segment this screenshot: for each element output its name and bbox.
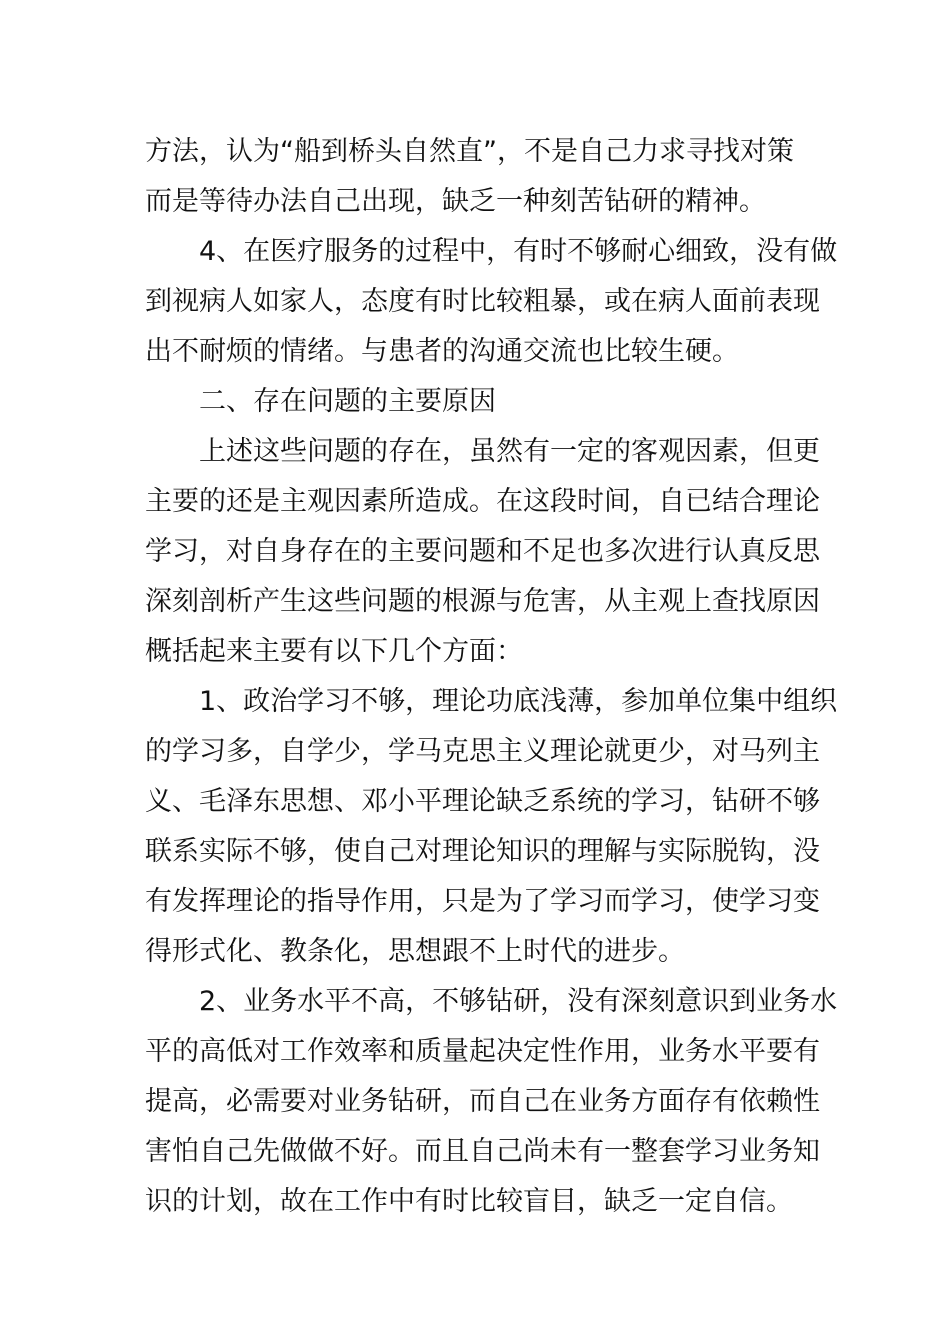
text-line: 主要的还是主观因素所造成。在这段时间，自已结合理论 (145, 486, 820, 517)
paragraph-start-line: 上述这些问题的存在，虽然有一定的客观因素，但更 (199, 436, 820, 467)
paragraph-start-line: 2、业务水平不高，不够钻研，没有深刻意识到业务水 (199, 986, 838, 1017)
text-line: 提高，必需要对业务钻研，而自己在业务方面存有依赖性 (145, 1086, 820, 1117)
paragraph-start-line: 4、在医疗服务的过程中，有时不够耐心细致，没有做 (199, 236, 838, 267)
paragraph-start-line: 1、政治学习不够，理论功底浅薄，参加单位集中组织 (199, 686, 838, 717)
text-line: 学习，对自身存在的主要问题和不足也多次进行认真反思 (145, 536, 820, 567)
text-line: 识的计划，故在工作中有时比较盲目，缺乏一定自信。 (145, 1186, 793, 1217)
text-line: 到视病人如家人，态度有时比较粗暴，或在病人面前表现 (145, 286, 820, 317)
text-line: 害怕自己先做做不好。而且自己尚未有一整套学习业务知 (145, 1136, 820, 1167)
text-line: 深刻剖析产生这些问题的根源与危害，从主观上查找原因 (145, 586, 820, 617)
text-line: 而是等待办法自己出现，缺乏一种刻苦钻研的精神。 (145, 186, 766, 217)
text-line: 得形式化、教条化，思想跟不上时代的进步。 (145, 936, 685, 967)
body-text (145, 127, 838, 1227)
text-line: 平的高低对工作效率和质量起决定性作用，业务水平要有 (145, 1036, 820, 1067)
text-line: 方法，认为“船到桥头自然直”，不是自己力求寻找对策 (145, 136, 794, 167)
text-line: 联系实际不够，使自己对理论知识的理解与实际脱钩，没 (145, 836, 820, 867)
text-line: 概括起来主要有以下几个方面： (145, 636, 523, 667)
text-line: 出不耐烦的情绪。与患者的沟通交流也比较生硬。 (145, 336, 739, 367)
text-line: 有发挥理论的指导作用，只是为了学习而学习，使学习变 (145, 886, 820, 917)
section-heading: 二、存在问题的主要原因 (199, 386, 496, 417)
text-line: 义、毛泽东思想、邓小平理论缺乏系统的学习，钻研不够 (145, 786, 820, 817)
text-line: 的学习多，自学少，学马克思主义理论就更少，对马列主 (145, 736, 820, 767)
